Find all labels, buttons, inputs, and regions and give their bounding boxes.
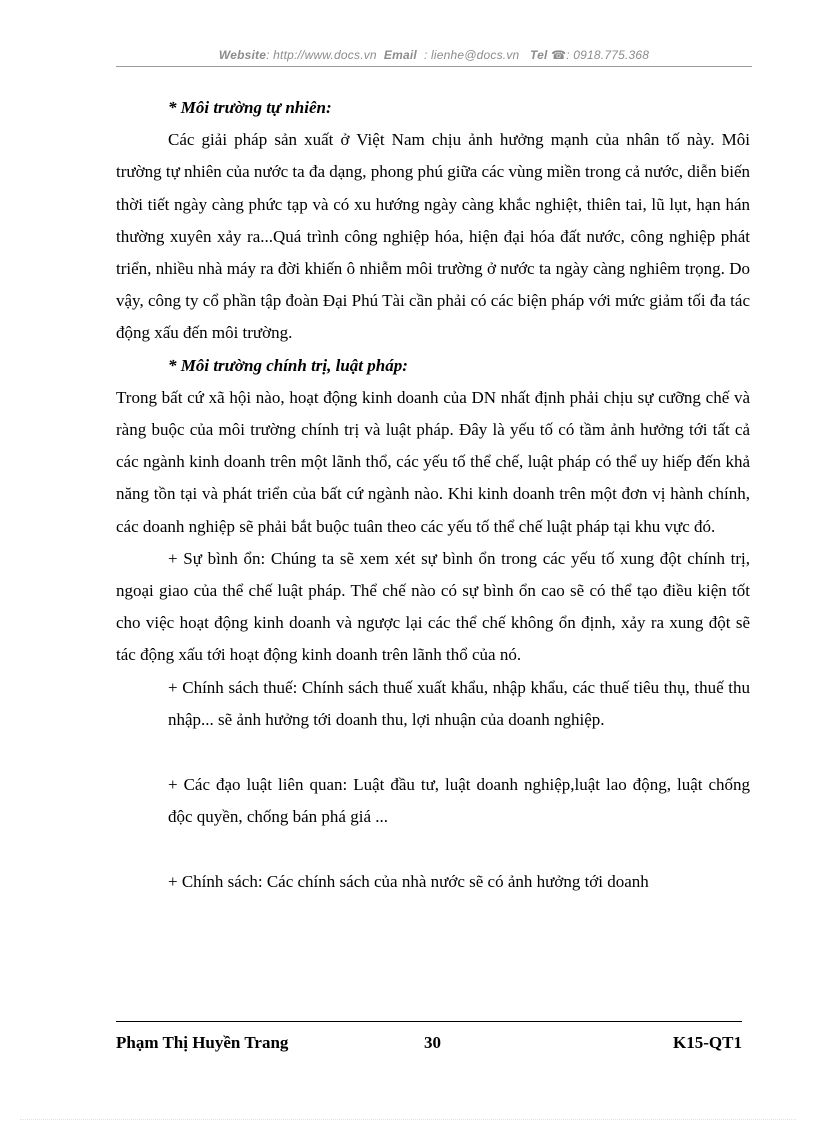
footer-divider bbox=[116, 1021, 742, 1022]
paragraph-natural-environment: Các giải pháp sản xuất ở Việt Nam chịu ảnh hưởng mạnh của nhân tố này. Môi trường tự nhiên của nước ta đa dạng, phong phú giữa các vùng miền trong cả nước, diễn biến thời tiết ngày càng phức tạp và có xu hướng ngày càng khắc nghiệt, thiên tai, lũ lụt, hạn hán thường xuyên xảy ra...Quá trình công nghiệp hóa, hiện đại hóa đất nước, công nghiệp phát triển, nhiều nhà máy ra đời khiến ô nhiễm môi trường ở nước ta ngày càng nghiêm trọng. Do vậy, công ty cổ phần tập đoàn Đại Phú Tài cần phải có các biện pháp với mức giảm tối đa tác động xấu đến môi trường. bbox=[116, 130, 750, 343]
footer-class-code: K15-QT1 bbox=[673, 1033, 742, 1052]
paragraph-political-legal: Trong bất cứ xã hội nào, hoạt động kinh doanh của DN nhất định phải chịu sự cưỡng chế và ràng buộc của môi trường chính trị và luật pháp. Đây là yếu tố có tầm ảnh hưởng tới tất cả các ngành kinh doanh trên một lãnh thổ, các yếu tố thể chế, luật pháp có thể uy hiếp đến khả năng tồn tại và phát triển của bất cứ ngành nào. Khi kinh doanh trên một đơn vị hành chính, các doanh nghiệp sẽ phải bắt buộc tuân theo các yếu tố thể chế luật pháp tại khu vực đó. bbox=[116, 387, 750, 536]
blank-line bbox=[116, 736, 750, 769]
paragraph-related-laws: + Các đạo luật liên quan: Luật đầu tư, luật doanh nghiệp,luật lao động, luật chống độc quyền, chống bán phá giá ... bbox=[168, 775, 750, 827]
email-address: : lienhe@docs.vn bbox=[423, 48, 520, 62]
tel-number: : 0918.775.368 bbox=[566, 48, 650, 62]
website-url: : http://www.docs.vn bbox=[266, 48, 377, 62]
page-header bbox=[116, 48, 752, 62]
footer-page-number: 30 bbox=[424, 1033, 441, 1052]
paragraph-tax-policy: + Chính sách thuế: Chính sách thuế xuất khẩu, nhập khẩu, các thuế tiêu thụ, thuế thu nhập... sẽ ảnh hưởng tới doanh thu, lợi nhuận của doanh nghiệp. bbox=[168, 677, 750, 729]
email-label: Email bbox=[383, 48, 417, 62]
website-label: Website bbox=[218, 48, 267, 62]
heading-political-legal-environment: * Môi trường chính trị, luật pháp: bbox=[168, 355, 408, 375]
blank-line bbox=[116, 833, 750, 866]
paragraph-policies: + Chính sách: Các chính sách của nhà nước sẽ có ảnh hưởng tới doanh bbox=[168, 872, 649, 892]
page-bottom-border bbox=[20, 1119, 796, 1120]
document-body bbox=[116, 92, 750, 899]
footer-author: Phạm Thị Huyền Trang bbox=[116, 1033, 289, 1052]
header-divider bbox=[116, 66, 752, 67]
heading-natural-environment: * Môi trường tự nhiên: bbox=[168, 98, 332, 117]
paragraph-stability: + Sự bình ổn: Chúng ta sẽ xem xét sự bình ổn trong các yếu tố xung đột chính trị, ngoại giao của thể chế luật pháp. Thể chế nào có sự bình ổn cao sẽ có thể tạo điều kiện tốt cho việc hoạt động kinh doanh và ngược lại các thể chế không ổn định, xảy ra xung đột sẽ tác động xấu tới hoạt động kinh doanh trên lãnh thổ của nó. bbox=[116, 548, 750, 665]
tel-label: Tel bbox=[530, 48, 548, 62]
phone-icon: ☎ bbox=[551, 48, 567, 62]
